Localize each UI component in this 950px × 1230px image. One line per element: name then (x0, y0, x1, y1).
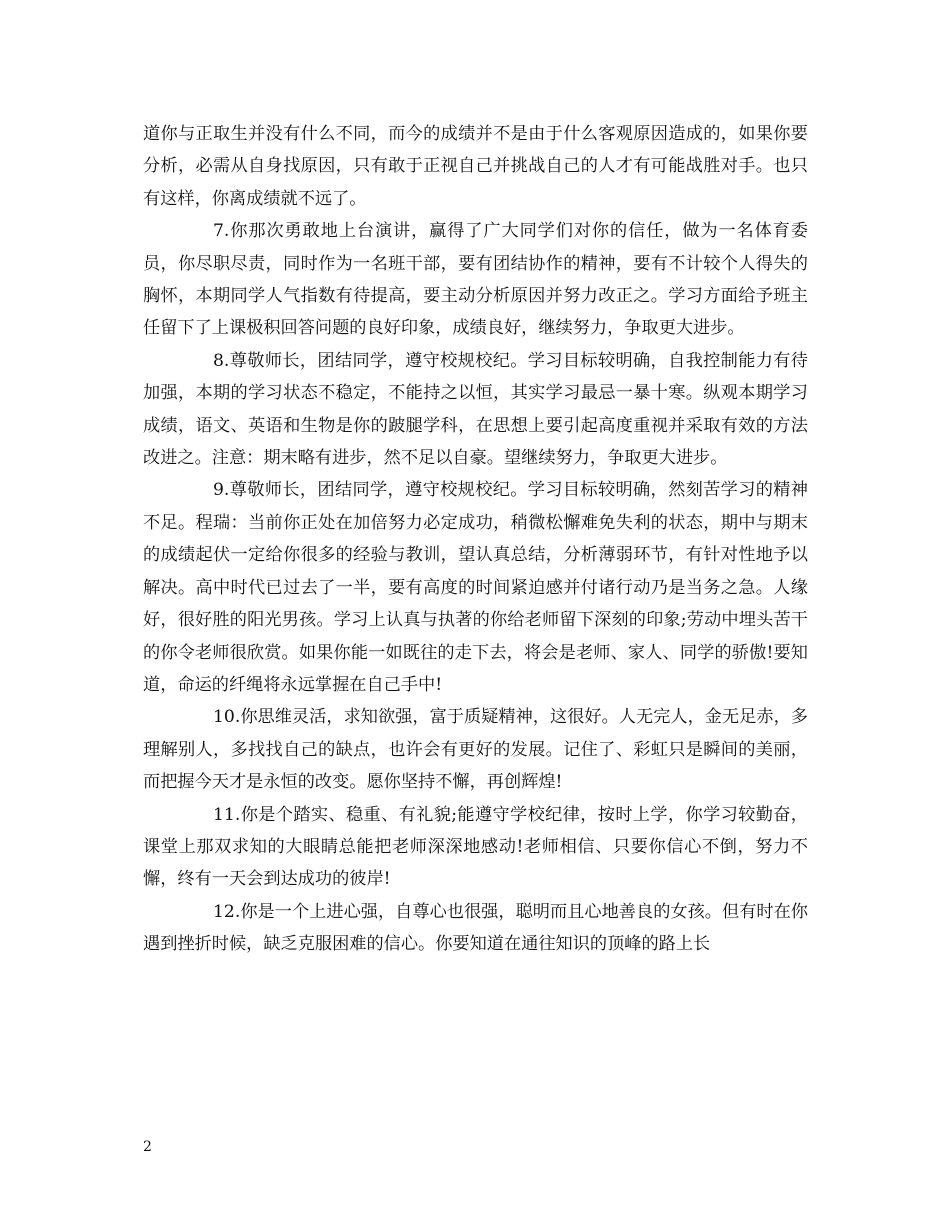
paragraph-continued (143, 118, 808, 215)
paragraph-number: 10. (213, 707, 241, 728)
paragraph-text: 你思维灵活，求知欲强，富于质疑精神，这很好。人无完人，金无足赤，多理解别人，多找找自己的缺点，也许会有更好的发展。记住了、彩虹只是瞬间的美丽，而把握今天才是永恒的改变。愿你坚持不懈，再创辉煌! (143, 707, 808, 793)
paragraph-12 (143, 896, 808, 961)
page-number: 2 (143, 1139, 152, 1155)
paragraph-text: 你那次勇敢地上台演讲，赢得了广大同学们对你的信任，做为一名体育委员，你尽职尽责，同时作为一名班干部，要有团结协作的精神，要有不计较个人得失的胸怀，本期同学人气指数有待提高，要主动分析原因并努力改正之。学习方面给予班主任留下了上课极积回答问题的良好印象，成绩良好，继续努力，争取更大进步。 (143, 221, 808, 339)
paragraph-text: 道你与正取生并没有什么不同，而今的成绩并不是由于什么客观原因造成的，如果你要分析，必需从自身找原因，只有敢于正视自己并挑战自己的人才有可能战胜对手。也只有这样，你离成绩就不远了。 (143, 124, 808, 209)
paragraph-7 (143, 215, 808, 345)
paragraph-text: 你是个踏实、稳重、有礼貌;能遵守学校纪律，按时上学，你学习较勤奋，课堂上那双求知的大眼睛总能把老师深深地感动!老师相信、只要你信心不倒，努力不懈，终有一天会到达成功的彼岸! (143, 804, 808, 890)
paragraph-number: 9. (213, 480, 230, 501)
body-text (143, 118, 808, 961)
paragraph-11 (143, 799, 808, 896)
paragraph-10 (143, 701, 808, 798)
paragraph-number: 11. (213, 804, 241, 825)
paragraph-text: 尊敬师长，团结同学，遵守校规校纪。学习目标较明确，然刻苦学习的精神不足。程瑞：当前你正处在加倍努力必定成功，稍微松懈难免失利的状态，期中与期末的成绩起伏一定给你很多的经验与教训，望认真总结，分析薄弱环节，有针对性地予以解决。高中时代已过去了一半，要有高度的时间紧迫感并付诸行动乃是当务之急。人缘好，很好胜的阳光男孩。学习上认真与执著的你给老师留下深刻的印象;劳动中埋头苦干的你令老师很欣赏。如果你能一如既往的走下去，将会是老师、家人、同学的骄傲!要知道，命运的纤绳将永远掌握在自己手中! (143, 480, 808, 695)
paragraph-number: 7. (213, 221, 230, 242)
paragraph-number: 8. (213, 350, 230, 371)
paragraph-text: 尊敬师长，团结同学，遵守校规校纪。学习目标较明确，自我控制能力有待加强，本期的学习状态不稳定，不能持之以恒，其实学习最忌一暴十寒。纵观本期学习成绩，语文、英语和生物是你的跛腿学科，在思想上要引起高度重视并采取有效的方法改进之。注意：期末略有进步，然不足以自豪。望继续努力，争取更大进步。 (143, 350, 808, 469)
paragraph-8 (143, 345, 808, 475)
paragraph-number: 12. (213, 901, 241, 922)
paragraph-text: 你是一个上进心强，自尊心也很强，聪明而且心地善良的女孩。但有时在你遇到挫折时候，缺乏克服困难的信心。你要知道在通往知识的顶峰的路上长 (143, 901, 808, 955)
paragraph-9 (143, 474, 808, 701)
